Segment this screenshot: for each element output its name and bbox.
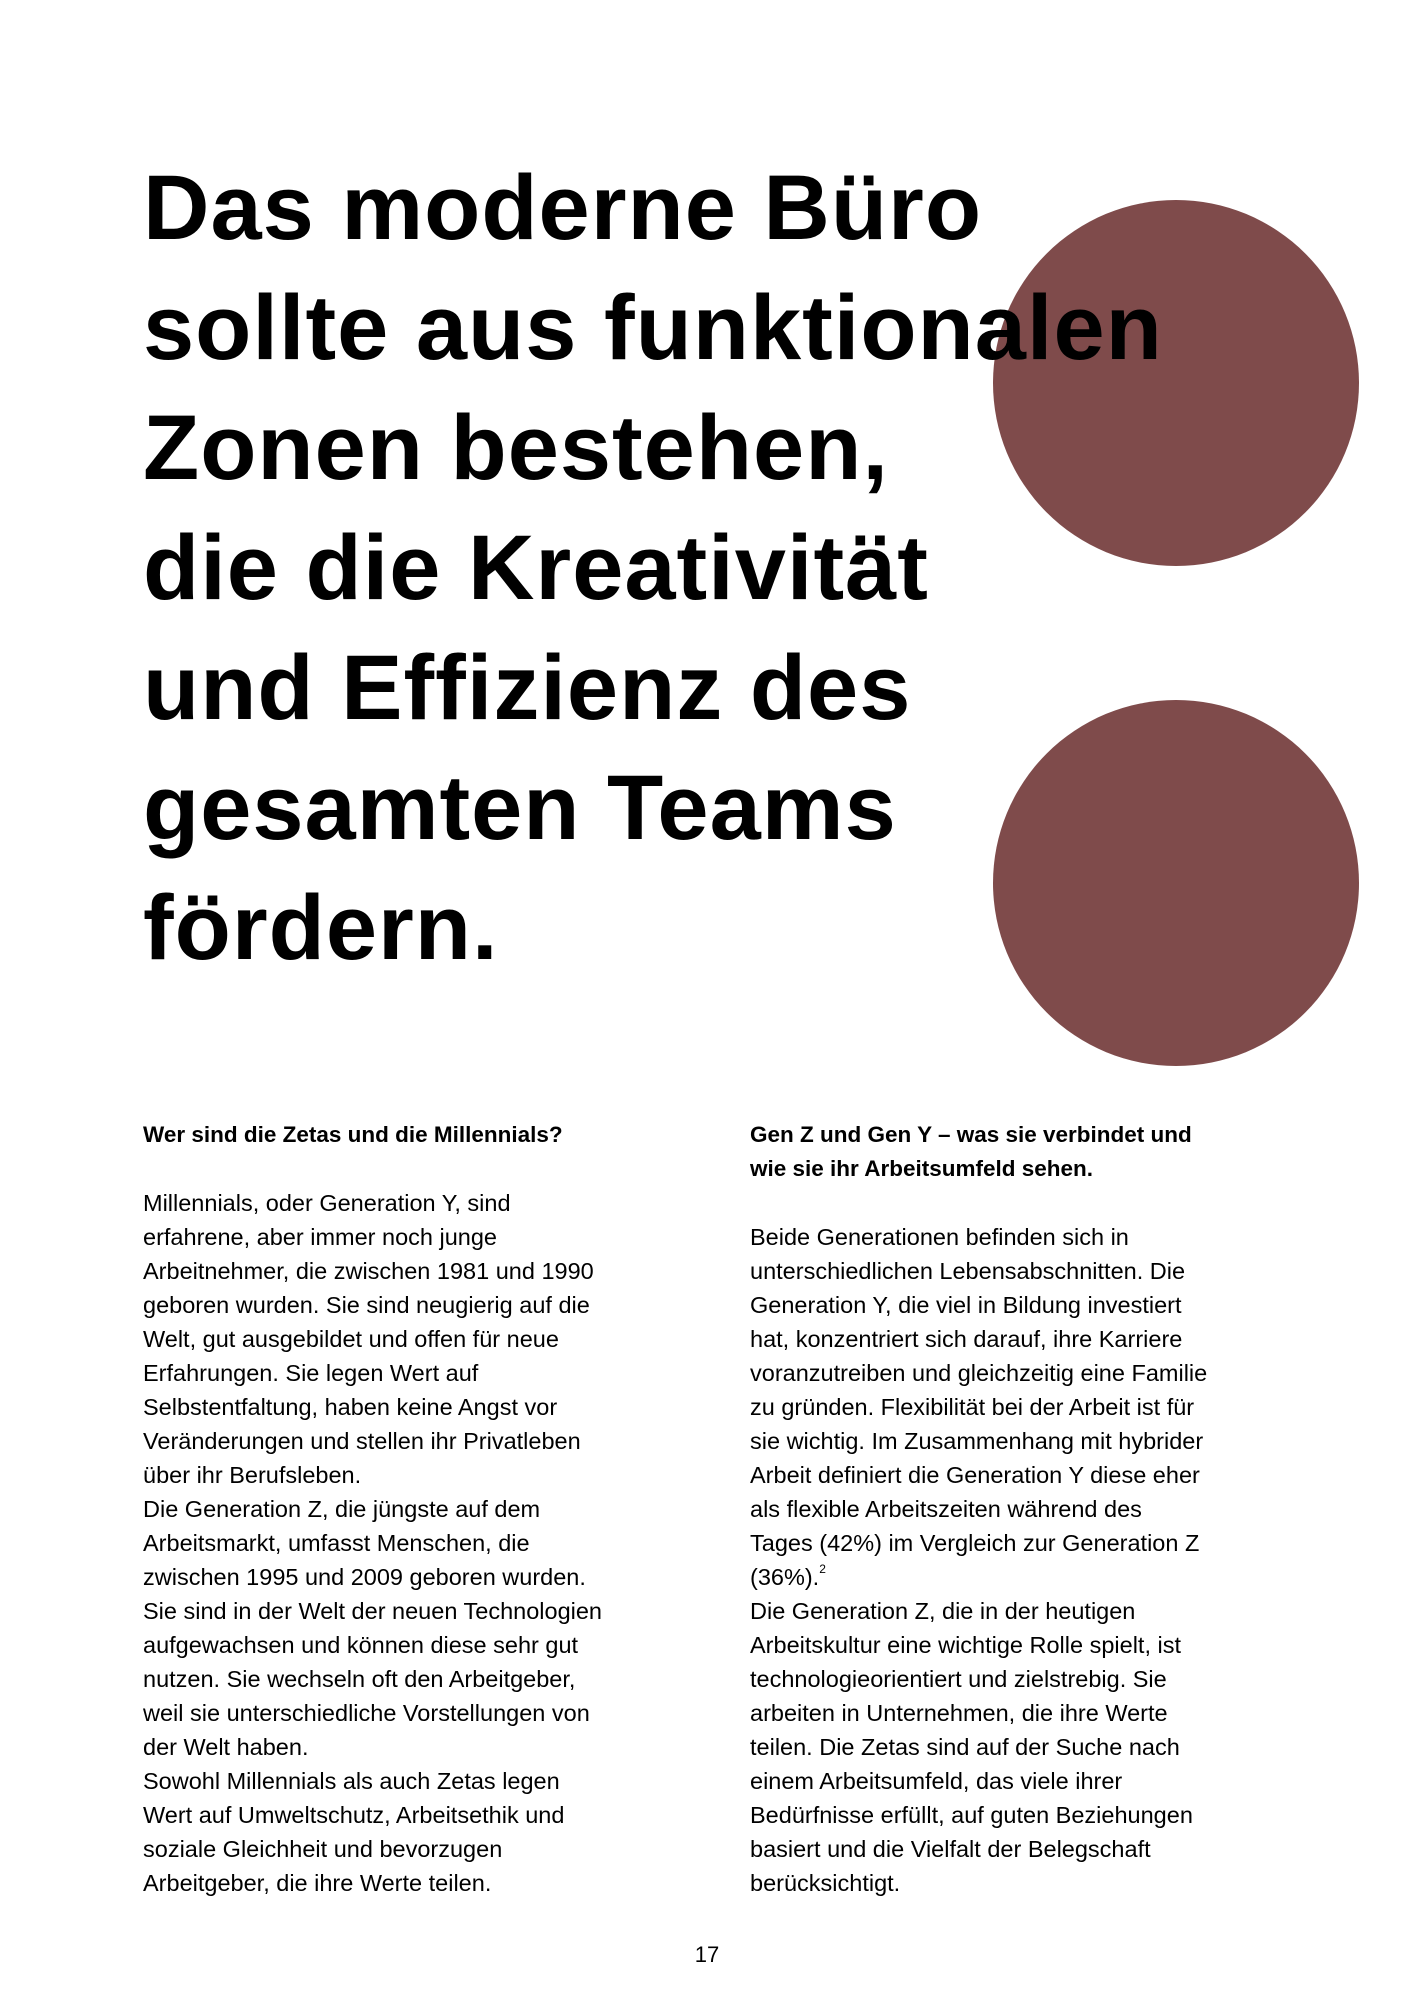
headline: [143, 148, 1323, 988]
headline-line: gesamten Teams: [143, 757, 897, 859]
body-line: Arbeitskultur eine wichtige Rolle spielt, ist: [750, 1632, 1182, 1658]
headline-line: Zonen bestehen,: [143, 397, 889, 499]
headline-line: die die Kreativität: [143, 517, 929, 619]
headline-line: sollte aus funktionalen: [143, 277, 1163, 379]
body-line: Wert auf Umweltschutz, Arbeitsethik und: [143, 1802, 565, 1828]
body-line: Arbeitgeber, die ihre Werte teilen.: [143, 1870, 492, 1896]
body-line: Erfahrungen. Sie legen Wert auf: [143, 1360, 479, 1386]
footnote-line-text: (36%).: [750, 1564, 820, 1590]
body-line: soziale Gleichheit und bevorzugen: [143, 1836, 503, 1862]
page-number: 17: [694, 1942, 720, 1967]
body-line: sie wichtig. Im Zusammenhang mit hybrider: [750, 1428, 1204, 1454]
left-column-heading: Wer sind die Zetas und die Millennials?: [143, 1122, 563, 1147]
heading-line: Gen Z und Gen Y – was sie verbindet und: [750, 1122, 1192, 1147]
right-column-body: [750, 1220, 1310, 1900]
body-line: der Welt haben.: [143, 1734, 309, 1760]
body-line: technologieorientiert und zielstrebig. Sie: [750, 1666, 1167, 1692]
body-line-with-footnote: [750, 1560, 1310, 1594]
heading-line: wie sie ihr Arbeitsumfeld sehen.: [750, 1156, 1094, 1181]
body-line: Arbeitsmarkt, umfasst Menschen, die: [143, 1530, 530, 1556]
body-line: Bedürfnisse erfüllt, auf guten Beziehungen: [750, 1802, 1193, 1828]
body-line: als flexible Arbeitszeiten während des: [750, 1496, 1142, 1522]
body-line: zwischen 1995 und 2009 geboren wurden.: [143, 1564, 586, 1590]
body-line: über ihr Berufsleben.: [143, 1462, 362, 1488]
body-line: Millennials, oder Generation Y, sind: [143, 1190, 511, 1216]
body-line: hat, konzentriert sich darauf, ihre Karriere: [750, 1326, 1183, 1352]
body-line: berücksichtigt.: [750, 1870, 901, 1896]
right-column: [750, 1118, 1310, 1900]
body-line: Die Generation Z, die in der heutigen: [750, 1598, 1136, 1624]
body-line: basiert und die Vielfalt der Belegschaft: [750, 1836, 1151, 1862]
right-column-heading: [750, 1118, 1310, 1186]
body-line: Arbeit definiert die Generation Y diese eher: [750, 1462, 1200, 1488]
body-line: teilen. Die Zetas sind auf der Suche nach: [750, 1734, 1180, 1760]
body-line: Welt, gut ausgebildet und offen für neue: [143, 1326, 559, 1352]
body-line: unterschiedlichen Lebensabschnitten. Die: [750, 1258, 1186, 1284]
body-line: Sie sind in der Welt der neuen Technologien: [143, 1598, 602, 1624]
body-line: einem Arbeitsumfeld, das viele ihrer: [750, 1768, 1123, 1794]
body-line: Sowohl Millennials als auch Zetas legen: [143, 1768, 560, 1794]
body-line: Selbstentfaltung, haben keine Angst vor: [143, 1394, 558, 1420]
body-line: erfahrene, aber immer noch junge: [143, 1224, 498, 1250]
body-line: Die Generation Z, die jüngste auf dem: [143, 1496, 541, 1522]
body-line: voranzutreiben und gleichzeitig eine Familie: [750, 1360, 1208, 1386]
body-line: zu gründen. Flexibilität bei der Arbeit ist für: [750, 1394, 1195, 1420]
headline-line: fördern.: [143, 877, 499, 979]
body-line: Generation Y, die viel in Bildung investiert: [750, 1292, 1182, 1318]
body-line: arbeiten in Unternehmen, die ihre Werte: [750, 1700, 1168, 1726]
body-line: Arbeitnehmer, die zwischen 1981 und 1990: [143, 1258, 594, 1284]
footnote-marker: 2: [819, 1562, 826, 1576]
left-column-body: [143, 1186, 703, 1900]
body-line: Tages (42%) im Vergleich zur Generation Z: [750, 1530, 1200, 1556]
body-line: Veränderungen und stellen ihr Privatleben: [143, 1428, 581, 1454]
left-column: [143, 1118, 703, 1900]
body-line: aufgewachsen und können diese sehr gut: [143, 1632, 579, 1658]
body-line: Beide Generationen befinden sich in: [750, 1224, 1129, 1250]
headline-line: Das moderne Büro: [143, 157, 983, 259]
body-line: nutzen. Sie wechseln oft den Arbeitgeber,: [143, 1666, 576, 1692]
body-line: weil sie unterschiedliche Vorstellungen von: [143, 1700, 590, 1726]
body-line: geboren wurden. Sie sind neugierig auf die: [143, 1292, 590, 1318]
headline-line: und Effizienz des: [143, 637, 912, 739]
